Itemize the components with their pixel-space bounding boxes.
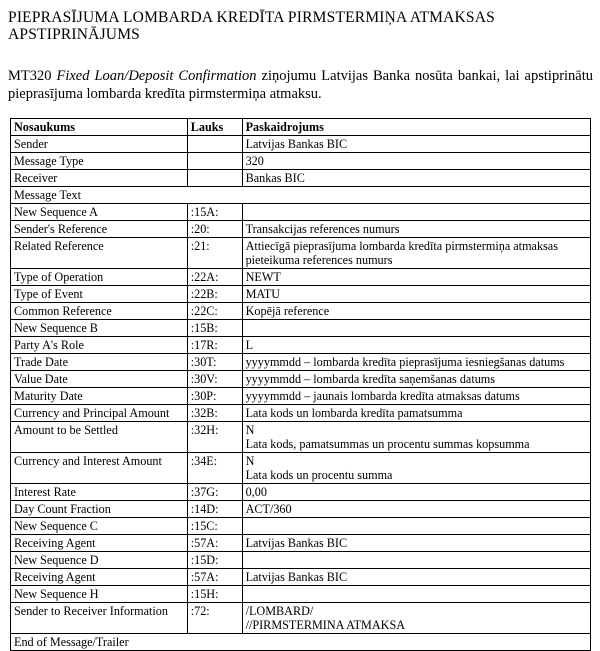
table-row [11, 354, 591, 371]
intro-lead: MT320 [8, 68, 57, 84]
table-row [11, 187, 591, 204]
description-line: L [245, 338, 254, 352]
intro-rest: ziņojumu Latvijas Banka nosūta bankai, lai apstiprinātu pieprasījuma lombarda kredīta pirmstermiņa atmaksu. [8, 68, 594, 102]
row-field-tag: :30P: [187, 388, 242, 405]
row-description [242, 518, 590, 535]
row-field-tag: :22C: [187, 303, 242, 320]
page-title: PIEPRASĪJUMA LOMBARDA KREDĪTA PIRMSTERMIŅA ATMAKSAS APSTIPRINĀJUMS [8, 9, 495, 43]
message-spec-table [10, 118, 591, 651]
table-row [11, 484, 591, 501]
row-description [242, 405, 590, 422]
description-line: yyyymmdd – jaunais lombarda kredīta atmaksas datums [245, 389, 520, 403]
row-description [242, 535, 590, 552]
table-row [11, 535, 591, 552]
row-description [242, 552, 590, 569]
description-line: /LOMBARD/ [245, 604, 314, 618]
row-name: New Sequence A [11, 204, 188, 221]
row-name: Trade Date [11, 354, 188, 371]
row-name: New Sequence B [11, 320, 188, 337]
table-row [11, 586, 591, 603]
header-field: Lauks [187, 119, 242, 136]
row-field-tag: :15C: [187, 518, 242, 535]
row-field-tag: :15A: [187, 204, 242, 221]
description-line: Latvijas Bankas BIC [245, 570, 348, 584]
description-line: Lata kods, pamatsummas un procentu summas kopsumma [245, 437, 530, 451]
row-description [242, 501, 590, 518]
row-description [242, 269, 590, 286]
row-description [242, 204, 590, 221]
row-description [242, 337, 590, 354]
description-line: Attiecīgā pieprasījuma lombarda kredīta pirmstermiņa atmaksas pieteikuma references numurs [245, 239, 558, 267]
table-row [11, 388, 591, 405]
row-name: New Sequence H [11, 586, 188, 603]
row-field-tag [187, 136, 242, 153]
row-description [242, 603, 590, 634]
row-description [242, 422, 590, 453]
row-field-tag: :37G: [187, 484, 242, 501]
row-description [242, 586, 590, 603]
header-description: Paskaidrojums [242, 119, 590, 136]
table-row [11, 405, 591, 422]
row-description [242, 136, 590, 153]
description-line: Kopējā reference [245, 304, 330, 318]
row-name: Amount to be Settled [11, 422, 188, 453]
row-field-tag: :15B: [187, 320, 242, 337]
table-row [11, 518, 591, 535]
description-line: N [245, 454, 255, 468]
description-line: Transakcijas references numurs [245, 222, 400, 236]
row-description [242, 388, 590, 405]
row-field-tag: :22A: [187, 269, 242, 286]
row-name: Currency and Interest Amount [11, 453, 188, 484]
row-field-tag: :32H: [187, 422, 242, 453]
row-name: Party A's Role [11, 337, 188, 354]
row-description [242, 153, 590, 170]
header-name: Nosaukums [11, 119, 188, 136]
table-row [11, 170, 591, 187]
description-line: yyyymmdd – lombarda kredīta saņemšanas datums [245, 372, 496, 386]
row-description [242, 170, 590, 187]
row-section-label: Message Text [11, 187, 591, 204]
table-row [11, 320, 591, 337]
table-row [11, 552, 591, 569]
row-description [242, 286, 590, 303]
row-field-tag: :15H: [187, 586, 242, 603]
description-line: //PIRMSTERMINA ATMAKSA [245, 618, 406, 632]
table-body [11, 136, 591, 651]
row-name: Interest Rate [11, 484, 188, 501]
row-name: Maturity Date [11, 388, 188, 405]
table-row [11, 286, 591, 303]
row-description [242, 371, 590, 388]
description-line: yyyymmdd – lombarda kredīta pieprasījuma iesniegšanas datums [245, 355, 565, 369]
row-description [242, 320, 590, 337]
table-row [11, 136, 591, 153]
row-section-label: End of Message/Trailer [11, 634, 591, 651]
description-line: 320 [245, 154, 264, 168]
row-field-tag: :17R: [187, 337, 242, 354]
row-name: Receiving Agent [11, 535, 188, 552]
table-row [11, 569, 591, 586]
row-description [242, 238, 590, 269]
table-row [11, 269, 591, 286]
description-line: N [245, 423, 255, 437]
table-row [11, 238, 591, 269]
row-name: Type of Operation [11, 269, 188, 286]
description-line: Lata kods un lombarda kredīta pamatsumma [245, 406, 463, 420]
description-line: NEWT [245, 270, 281, 284]
row-field-tag: :20: [187, 221, 242, 238]
row-name: New Sequence C [11, 518, 188, 535]
row-name: Day Count Fraction [11, 501, 188, 518]
description-line: Bankas BIC [245, 171, 305, 185]
row-name: Receiver [11, 170, 188, 187]
row-field-tag: :14D: [187, 501, 242, 518]
row-field-tag: :57A: [187, 535, 242, 552]
row-name: Sender [11, 136, 188, 153]
row-name: Receiving Agent [11, 569, 188, 586]
description-line: Lata kods un procentu summa [245, 468, 393, 482]
row-name: Message Type [11, 153, 188, 170]
row-field-tag: :34E: [187, 453, 242, 484]
table-row [11, 337, 591, 354]
row-field-tag: :30V: [187, 371, 242, 388]
row-field-tag: :57A: [187, 569, 242, 586]
row-field-tag: :22B: [187, 286, 242, 303]
table-row [11, 204, 591, 221]
intro-message-name: Fixed Loan/Deposit Confirmation [56, 68, 257, 84]
row-description [242, 354, 590, 371]
intro-paragraph [8, 67, 593, 103]
row-name: New Sequence D [11, 552, 188, 569]
row-description [242, 221, 590, 238]
description-line: ACT/360 [245, 502, 292, 516]
table-row [11, 422, 591, 453]
row-field-tag [187, 170, 242, 187]
row-name: Common Reference [11, 303, 188, 320]
table-row [11, 303, 591, 320]
description-line: Latvijas Bankas BIC [245, 137, 348, 151]
row-name: Type of Event [11, 286, 188, 303]
table-row [11, 153, 591, 170]
description-line: MATU [245, 287, 281, 301]
row-name: Related Reference [11, 238, 188, 269]
row-name: Sender's Reference [11, 221, 188, 238]
row-field-tag: :15D: [187, 552, 242, 569]
row-field-tag: :30T: [187, 354, 242, 371]
row-name: Value Date [11, 371, 188, 388]
table-row [11, 371, 591, 388]
row-description [242, 569, 590, 586]
row-field-tag: :32B: [187, 405, 242, 422]
table-row [11, 501, 591, 518]
table-row [11, 221, 591, 238]
description-line: 0,00 [245, 485, 267, 499]
table-header-row [11, 119, 591, 136]
row-field-tag [187, 153, 242, 170]
table-row [11, 603, 591, 634]
row-description [242, 484, 590, 501]
description-line: Latvijas Bankas BIC [245, 536, 348, 550]
row-name: Currency and Principal Amount [11, 405, 188, 422]
row-description [242, 303, 590, 320]
row-field-tag: :72: [187, 603, 242, 634]
table-row [11, 634, 591, 651]
row-field-tag: :21: [187, 238, 242, 269]
table-row [11, 453, 591, 484]
row-description [242, 453, 590, 484]
row-name: Sender to Receiver Information [11, 603, 188, 634]
